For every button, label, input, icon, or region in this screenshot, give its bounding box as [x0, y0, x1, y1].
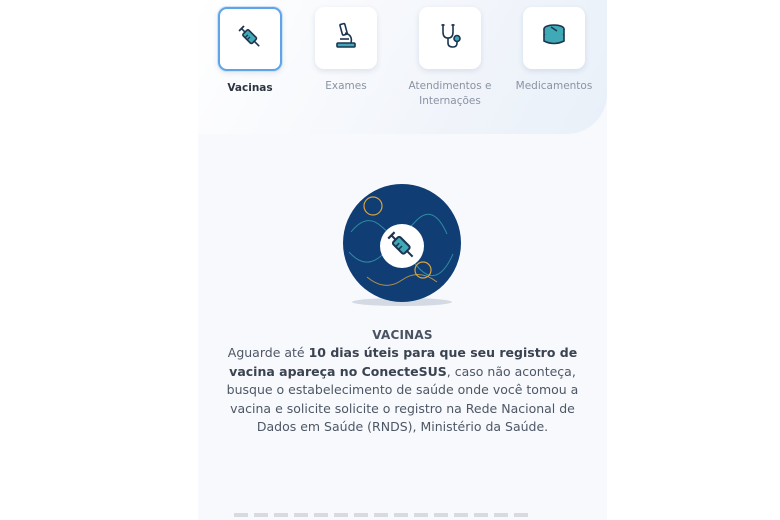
- info-title: VACINAS: [372, 328, 433, 342]
- vaccine-info: [218, 328, 587, 437]
- vaccine-illustration: [337, 182, 467, 312]
- microscope-icon: [331, 21, 361, 55]
- info-text-bold: 10 dias úteis para que seu registro de vacina apareça no ConecteSUS: [229, 345, 578, 379]
- tab-exames[interactable]: [291, 7, 401, 94]
- tab-medicamentos-tile[interactable]: [523, 7, 585, 69]
- tab-medicamentos-label: Medicamentos: [515, 80, 593, 92]
- info-body: [218, 344, 587, 437]
- syringe-icon: [235, 22, 265, 56]
- tab-vacinas[interactable]: [198, 7, 305, 96]
- stethoscope-icon: [435, 21, 465, 55]
- tab-vacinas-tile[interactable]: [218, 7, 282, 71]
- tab-atendimentos-label: Atendimentos e Internações: [408, 80, 492, 107]
- tab-medicamentos[interactable]: [499, 7, 607, 94]
- app-screen: [198, 0, 607, 520]
- tab-vacinas-label: Vacinas: [227, 82, 273, 94]
- info-text-start: Aguarde até: [227, 345, 309, 360]
- tab-atendimentos[interactable]: [395, 7, 505, 109]
- tab-exames-label: Exames: [325, 80, 367, 92]
- tab-exames-tile[interactable]: [315, 7, 377, 69]
- category-tabs: [198, 0, 607, 120]
- pills-icon: [539, 21, 569, 55]
- info-text-end: , caso não aconteça, busque o estabelecimento de saúde onde você tomou a vacina e solicite solicite o registro na Rede Nacional de Dados em Saúde (RNDS), Ministério da Saúde.: [226, 363, 579, 434]
- tab-atendimentos-tile[interactable]: [419, 7, 481, 69]
- truncated-content: [234, 513, 534, 517]
